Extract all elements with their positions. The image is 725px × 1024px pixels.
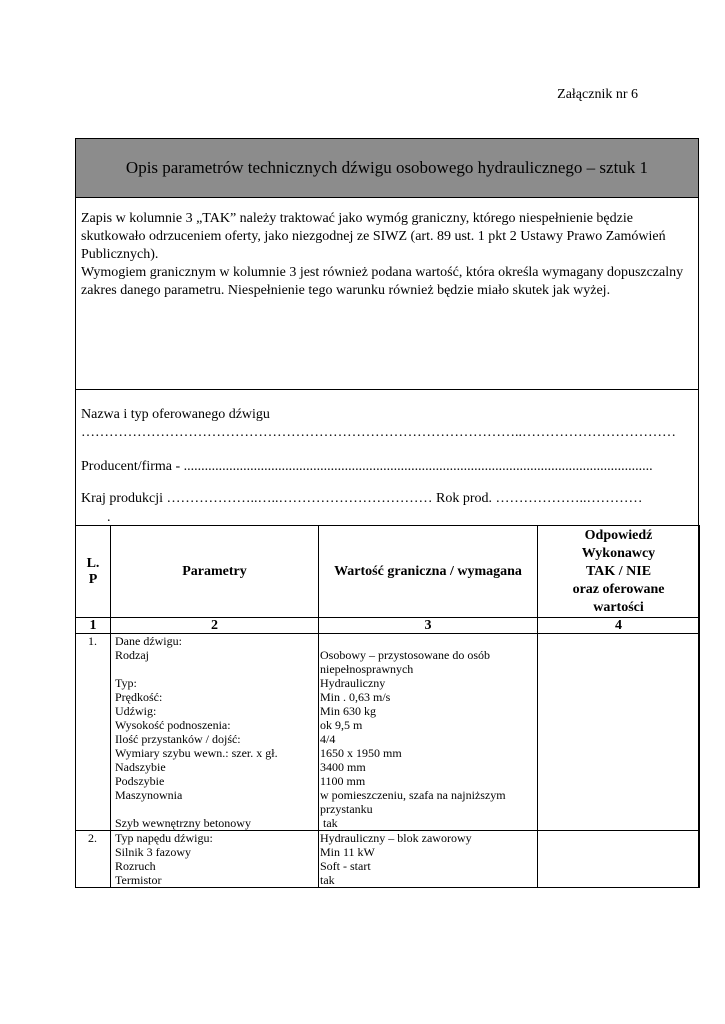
intro-section (76, 198, 698, 390)
form-title: Opis parametrów technicznych dźwigu osobowego hydraulicznego – sztuk 1 (76, 139, 698, 198)
row-values: Osobowy – przystosowane do osób niepełnosprawnych Hydrauliczny Min . 0,63 m/s Min 630 kg ok 9,5 m 4/4 1650 x 1950 mm 3400 mm 1100 mm w pomieszczeniu, szafa na najniższym przystanku tak (319, 634, 538, 831)
row-parameters: Dane dźwigu: Rodzaj Typ: Prędkość: Udźwig: Wysokość podnoszenia: Ilość przystanków / dojść: Wymiary szybu wewn.: szer. x gł. Nadszybie Podszybie Maszynownia Szyb wewnętrzny betonowy (111, 634, 319, 831)
intro-paragraph-2: Wymogiem granicznym w kolumnie 3 jest również podana wartość, która określa wymagany dopuszczalny zakres danego parametru. Niespełnienie tego warunku również będzie miało skutek jak wyżej. (81, 265, 684, 298)
offer-section (76, 390, 698, 526)
col-number: 2 (111, 618, 319, 634)
col-number: 3 (319, 618, 538, 634)
header-value: Wartość graniczna / wymagana (319, 526, 538, 618)
country-year-field[interactable]: Kraj produkcji ………………..…..…………………………… Rok prod. ………………..………… (81, 491, 643, 506)
header-lp: L. P (76, 526, 111, 618)
parameters-table (75, 525, 700, 888)
device-name-field[interactable]: …………………………………………………………………………………..…………………………… (81, 425, 676, 440)
col-number: 4 (538, 618, 700, 634)
table-header-row (76, 526, 700, 618)
row-parameters: Typ napędu dźwigu: Silnik 3 fazowy Rozruch Termistor (111, 831, 319, 888)
row-values: Hydrauliczny – blok zaworowy Min 11 kW Soft - start tak (319, 831, 538, 888)
producer-field[interactable]: Producent/firma - ...................................................................................................................................... (81, 459, 653, 474)
header-response: Odpowiedź Wykonawcy TAK / NIE oraz oferowane wartości (538, 526, 700, 618)
row-lp: 1. (76, 634, 111, 831)
spec-form (75, 138, 699, 888)
trailing-dot: . (107, 510, 111, 525)
row-response-field[interactable] (538, 634, 700, 831)
col-number: 1 (76, 618, 111, 634)
table-row (76, 634, 700, 831)
column-numbers-row (76, 618, 700, 634)
table-row (76, 831, 700, 888)
row-lp: 2. (76, 831, 111, 888)
header-parameters: Parametry (111, 526, 319, 618)
row-response-field[interactable] (538, 831, 700, 888)
device-name-label: Nazwa i typ oferowanego dźwigu (81, 407, 270, 422)
intro-paragraph-1: Zapis w kolumnie 3 „TAK” należy traktować jako wymóg graniczny, którego niespełnienie będzie skutkowało odrzuceniem oferty, jako niezgodnej ze SIWZ (art. 89 ust. 1 pkt 2 Ustawy Prawo Zamówień Publicznych). (81, 211, 666, 262)
annex-label: Załącznik nr 6 (557, 87, 638, 102)
